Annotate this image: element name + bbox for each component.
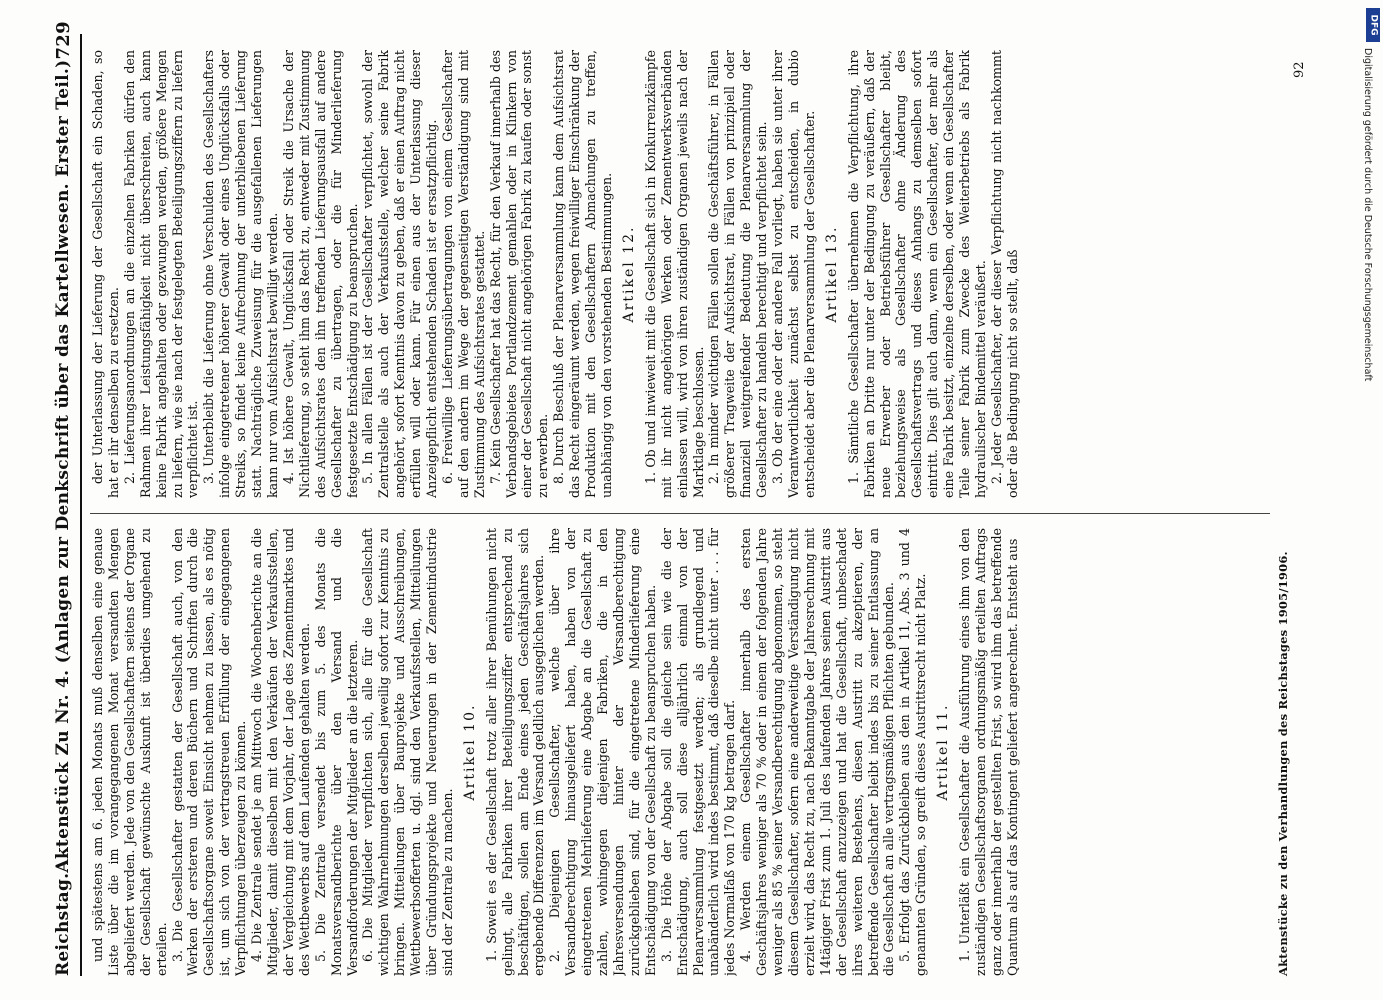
footer-page-number: 92 — [1292, 61, 1307, 78]
article-heading: Artikel 13. — [823, 225, 840, 323]
paragraph: 6. Die Mitglieder verpflichten sich, alle für die Gesellschaft wichtigen Wahrnehmungen derselben jeweilig sofort zur Kenntnis zu bringen. Mitteilungen über Bauprojekte und Ausschreibungen, Wettbewerbsofferten u. dgl. sind den Verkaufsstellen, Mitteilungen über Gründungsprojekte und Neuerungen in der Zementindustrie sind der Zentrale zu machen. — [360, 528, 455, 976]
header-left: Reichstag. — [53, 872, 73, 976]
paragraph: der Unterlassung der Lieferung der Gesellschaft ein Schaden, so hat er ihr denselben zu ersetzen. — [90, 50, 121, 498]
paragraph: 4. Die Zentrale sendet je am Mittwoch die Wochenberichte an die Mitglieder, damit dieselben mit den Verkäufen der Verkaufsstellen, der Vergleichung mit dem Vorjahr, der Lage des Zementmarktes und des Wettbewerbs auf dem Laufenden gehalten werden. — [249, 528, 312, 976]
header-title: Aktenstück Zu Nr. 4. (Anlagen zur Denkschrift über das Kartellwesen. Erster Teil.) — [53, 59, 73, 873]
paragraph: 1. Soweit es der Gesellschaft trotz aller ihrer Bemühungen nicht gelingt, alle Fabriken ihrer Beteiligungsziffer entsprechend zu beschäftigen, sollen am Ende eines jeden Geschäftsjahres sich ergebende Differenzen im Versand geldlich ausgeglichen werden. — [483, 528, 547, 976]
dfg-logo-icon: DFG — [1366, 8, 1380, 42]
paragraph: 2. Lieferungsanordnungen an die einzelnen Fabriken dürfen den Rahmen ihrer Leistungsfähigkeit nicht überschreiten, auch kann keine Fabrik angehalten oder gezwungen werden, größere Mengen zu liefern, wie sie nach der festgelegten Beteiligungsziffern zu liefern verpflichtet ist. — [121, 50, 201, 498]
right-text-column — [90, 50, 1280, 498]
left-text-column — [90, 528, 1280, 976]
document-sheet — [38, 21, 1338, 976]
article-heading: Artikel 12. — [620, 225, 637, 323]
paragraph: 3. Ob der eine oder der andere Fall vorliegt, haben sie unter ihrer Verantwortlichkeit zunächst selbst zu entscheiden, in dubio entscheidet aber die Plenarversammlung der Gesellschafter. — [770, 50, 817, 498]
paragraph: 5. Erfolgt das Zurückbleiben aus den in Artikel 11, Abs. 3 und 4 genannten Gründen, so greift dieses Austrittsrecht nicht Platz. — [897, 528, 929, 976]
paragraph: 4. Werden einem Gesellschafter innerhalb des ersten Geschäftsjahres weniger als 70 % oder in einem der folgenden Jahre weniger als 85 % seiner Versandberechtigung abgenommen, so steht diesem Gesellschafter, sofern eine anderweitige Verständigung nicht erzielt wird, das Recht zu, nach Bekanntgabe der Jahresrechnung mit 14tägiger Frist zum 1. Juli des laufenden Jahres seinen Austritt aus der Gesellschaft anzuzeigen und hat die Gesellschaft, unbeschadet ihres weiteren Bestehens, diesen Austritt zu akzeptieren, der betreffende Gesellschafter bleibt indes bis zu seiner Entlassung an die Gesellschaft an alle vertragsmäßigen Pflichten gebunden. — [738, 528, 897, 976]
paragraph: 1. Ob und inwieweit mit die Gesellschaft sich in Konkurrenzkämpfe mit ihr nicht angehörigen Werken oder Zementwerksverbänden einlassen will, wird von ihren zuständigen Organen jeweils nach der Marktlage beschlossen. — [642, 50, 706, 498]
paragraph: 7. Kein Gesellschafter hat das Recht, für den Verkauf innerhalb des Verbandsgebietes Portlandzement gemahlen oder in Klinkern von einer der Gesellschaft nicht angehörigen Fabrik zu kaufen oder sonst zu erwerben. — [487, 50, 551, 498]
footer-line — [1272, 34, 1294, 976]
paragraph: 8. Durch Beschluß der Plenarversammlung kann dem Aufsichtsrat das Recht eingeräumt werden, wegen freiwilliger Einschränkung der Produktion mit den Gesellschaftern Abmachungen zu treffen, unabhängig von den vorstehenden Bestimmungen. — [551, 50, 614, 498]
paragraph: 4. Ist höhere Gewalt, Unglücksfall oder Streik die Ursache der Nichtlieferung, so steht ihm das Recht zu, entweder mit Zustimmung des Aufsichtsrates den ihn treffenden Lieferungsausfall auf andere Gesellschafter zu übertragen, oder die für Minderlieferung festgesetzte Entschädigung zu beanspruchen. — [280, 50, 360, 498]
paragraph: 1. Sämtliche Gesellschafter übernehmen die Verpflichtung, ihre Fabriken an Dritte nur unter der Bedingung zu veräußern, daß der neue Erwerber oder Betriebsführer Gesellschafter bleibt, beziehungsweise als Gesellschafter ohne Änderung des Gesellschaftsvertrags und dieses Anhangs zu demselben sofort eintritt. Dies gilt auch dann, wenn ein Gesellschafter, der mehr als eine Fabrik besitzt, einzelne derselben, oder wenn ein Gesellschafter Teile seiner Fabrik zum Zwecke des Weiterbetriebs als Fabrik hydraulischer Bindemittel veräußert. — [845, 50, 988, 498]
paragraph: und spätestens am 6. jeden Monats muß denselben eine genaue Liste über die im vorangegangenen Monat versandten Mengen abgeliefert werden. Jede von den Gesellschaftern seitens der Organe der Gesellschaft gewünschte Auskunft ist überdies umgehend zu erteilen. — [90, 528, 169, 976]
paragraph: 1. Unterläßt ein Gesellschafter die Ausführung eines ihm von den zuständigen Gesellschaftsorganen ordnungsmäßig erteilten Auftrags ganz oder innerhalb der gestellten Frist, so wird ihm das betreffende Quantum als auf das Kontingent geliefert angerechnet. Entsteht aus — [957, 528, 1020, 976]
paragraph: 3. Die Gesellschafter gestatten der Gesellschaft auch, von den Werken der ersteren und deren Büchern und Schriften durch die Gesellschaftsorgane soweit Einsicht nehmen zu lassen, als es nötig ist, um sich von der vertragstreuen Erfüllung der eingegangenen Verpflichtungen überzeugen zu können. — [169, 528, 249, 976]
paragraph: 3. Die Höhe der Abgabe soll die gleiche sein wie die der Entschädigung, auch soll diese alljährlich einmal von der Plenarversammlung festgesetzt werden; als grundlegend und unabänderlich wird indes bestimmt, daß dieselbe nicht unter . . . für jedes Normalfaß von 170 kg betragen darf. — [658, 528, 738, 976]
paragraph: 3. Unterbleibt die Lieferung ohne Verschulden des Gesellschafters infolge eingetretener höherer Gewalt oder eines Unglücksfalls oder Streiks, so findet keine Aufrechnung der unterbliebenen Lieferung statt. Nachträgliche Zuweisung für die ausgefallenen Lieferungen kann nur vom Aufsichtsrat bewilligt werden. — [201, 50, 280, 498]
paragraph: 6. Freiwillige Lieferungsübertragungen von einem Gesellschafter auf den andern im Wege der gegenseitigen Verständigung sind mit Zustimmung des Aufsichtsrates gestattet. — [439, 50, 487, 498]
header-page-number: 729 — [52, 21, 74, 60]
paragraph: 2. In minder wichtigen Fällen sollen die Geschäftsführer, in Fällen größerer Tragweite der Aufsichtsrat, in Fällen von prinzipiell oder finanziell weitgreifender Bedeutung die Plenarversammlung der Gesellschafter zu handeln berechtigt und verpflichtet sein. — [706, 50, 770, 498]
funding-note: Digitalisierung gefördert durch die Deutsche Forschungsgemeinschaft — [1362, 48, 1373, 382]
article-heading: Artikel 10. — [461, 703, 478, 801]
footer-source: Aktenstücke zu den Verhandlungen des Reichstages 1905/1906. — [1276, 551, 1290, 976]
paragraph: 2. Diejenigen Gesellschafter, welche über ihre Versandberechtigung hinausgeliefert haben, haben von der eingetretenen Mehrlieferung eine Abgabe an die Gesellschaft zu zahlen, wohingegen diejenigen Fabriken, die in den Jahresversendungen hinter der Versandberechtigung zurückgeblieben sind, für die eingetretene Minderlieferung eine Entschädigung von der Gesellschaft zu beanspruchen haben. — [547, 528, 658, 976]
paragraph: 2. Jeder Gesellschafter, der dieser Verpflichtung nicht nachkommt oder die Bedingung nicht so stellt, daß — [988, 50, 1020, 498]
paragraph: 5. In allen Fällen ist der Gesellschafter verpflichtet, sowohl der Zentralstelle als auch der Verkaufsstelle, welcher seine Fabrik angehört, sofort Kenntnis davon zu geben, daß er einen Auftrag nicht erfüllen will oder kann. Für einen aus der Unterlassung dieser Anzeigepflicht entstehenden Schaden ist er ersatzpflichtig. — [360, 50, 440, 498]
paragraph: 5. Die Zentrale versendet bis zum 5. des Monats die Monatsversandberichte über den Versand und die Versandforderungen der Mitglieder an die letzteren. — [312, 528, 360, 976]
column-divider — [90, 513, 1270, 514]
page-header — [46, 21, 82, 976]
article-heading: Artikel 11. — [935, 703, 952, 801]
side-stamp — [1362, 4, 1380, 996]
